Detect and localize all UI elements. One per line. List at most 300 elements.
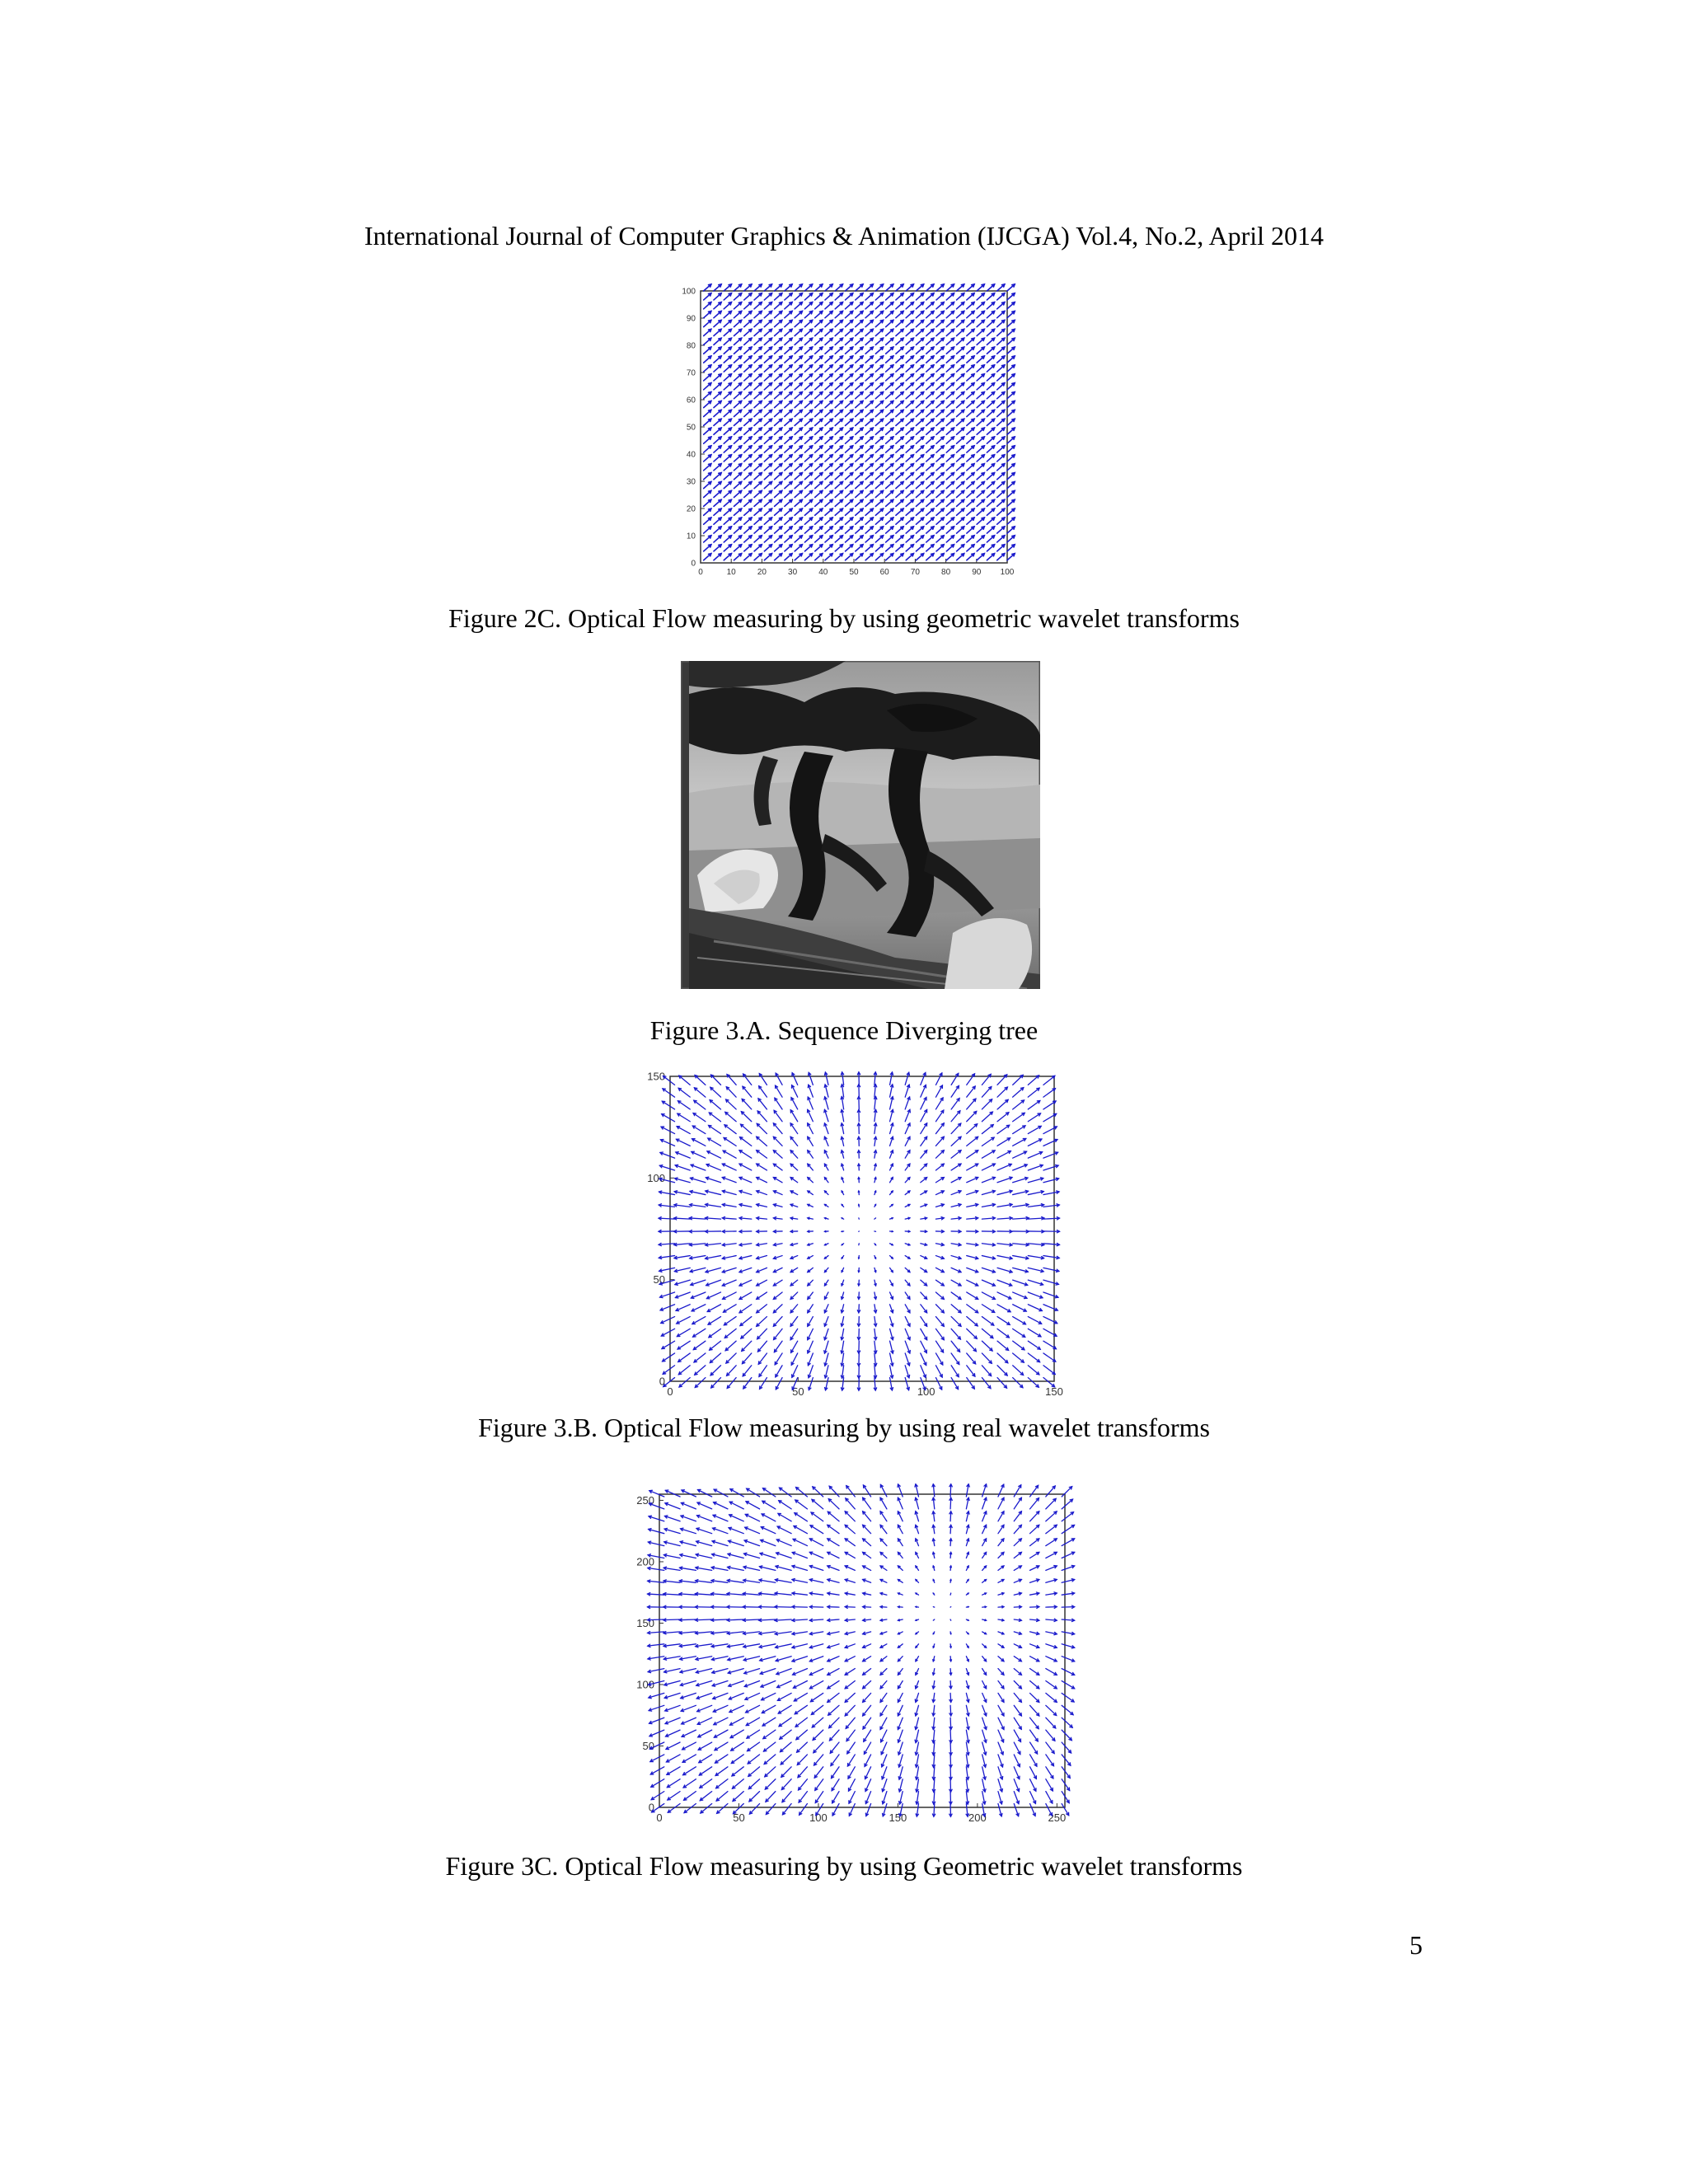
flow-vector <box>714 437 721 443</box>
flow-vector <box>1030 1485 1039 1497</box>
flow-vector <box>724 374 731 381</box>
flow-vector <box>946 284 954 291</box>
flow-vector <box>865 312 873 318</box>
flow-vector <box>734 428 742 434</box>
flow-vector <box>997 1125 1010 1133</box>
flow-vector <box>785 473 792 480</box>
flow-vector <box>946 392 954 399</box>
flow-vector <box>698 1490 712 1497</box>
flow-vector <box>793 1539 807 1545</box>
flow-vector <box>906 490 913 497</box>
flow-vector <box>762 1693 776 1699</box>
flow-vector <box>856 473 863 480</box>
flow-vector <box>739 1292 752 1299</box>
flow-vector <box>795 446 802 452</box>
flow-vector <box>724 1317 736 1325</box>
flow-vector <box>875 473 883 480</box>
flow-vector <box>856 320 863 326</box>
x-tick-label: 50 <box>733 1811 745 1824</box>
flow-vector <box>1046 1705 1057 1715</box>
flow-vector <box>946 428 954 434</box>
flow-vector <box>1030 1525 1039 1533</box>
flow-vector <box>977 464 984 471</box>
flow-vector <box>935 1098 943 1109</box>
flow-vector <box>1007 401 1015 407</box>
flow-vector <box>935 1110 943 1122</box>
flow-vector <box>846 320 853 326</box>
flow-vector <box>1007 365 1015 372</box>
flow-vector <box>694 1353 706 1362</box>
flow-vector <box>875 329 883 335</box>
flow-vector <box>967 410 974 416</box>
flow-vector <box>804 428 812 434</box>
flow-vector <box>846 545 853 551</box>
flow-vector <box>710 1087 721 1097</box>
flow-vector <box>825 490 832 497</box>
flow-vector <box>865 455 873 462</box>
y-tick-label: 50 <box>642 1740 654 1753</box>
flow-vector <box>724 536 731 542</box>
flow-vector <box>977 490 984 497</box>
flow-vector <box>804 284 812 291</box>
flow-vector <box>754 320 762 326</box>
flow-vector <box>997 1165 1011 1170</box>
flow-vector <box>1007 284 1015 291</box>
flow-vector-head <box>950 1580 951 1581</box>
flow-vector <box>825 347 832 354</box>
flow-vector <box>977 383 984 390</box>
flow-vector <box>804 401 812 407</box>
flow-vector <box>835 527 842 533</box>
flow-vector <box>874 1218 876 1219</box>
flow-vector-head <box>933 1593 934 1594</box>
flow-vector <box>1007 446 1015 452</box>
flow-vector <box>754 365 762 372</box>
flow-vector <box>785 464 792 471</box>
flow-vector <box>936 356 944 363</box>
flow-vector <box>846 499 853 506</box>
flow-vector <box>825 446 832 452</box>
flow-vector <box>815 356 823 363</box>
flow-vector <box>987 428 994 434</box>
flow-vector <box>906 509 913 515</box>
flow-vector <box>775 536 782 542</box>
flow-vector <box>760 1669 776 1674</box>
flow-vector <box>776 1669 791 1675</box>
flow-vector <box>790 1292 798 1299</box>
flow-vector <box>957 356 964 363</box>
flow-vector <box>804 437 812 443</box>
flow-vector <box>916 374 923 381</box>
flow-vector <box>1030 1681 1039 1689</box>
flow-vector <box>997 1317 1010 1325</box>
flow-vector <box>734 481 742 488</box>
flow-vector <box>804 536 812 542</box>
flow-vector <box>1028 1305 1042 1311</box>
flow-vector <box>967 437 974 443</box>
figure-3c-quiver-plot <box>622 1483 1084 1830</box>
flow-vector <box>865 356 873 363</box>
flow-vector <box>997 446 1005 452</box>
flow-vector <box>714 428 721 434</box>
flow-vector <box>875 312 883 318</box>
flow-vector <box>967 481 974 488</box>
flow-vector <box>967 338 974 344</box>
flow-vector <box>683 1779 696 1788</box>
flow-vector <box>792 1085 798 1097</box>
flow-vector <box>916 284 923 291</box>
flow-vector <box>725 1341 736 1351</box>
flow-vector <box>880 1497 887 1509</box>
flow-vector <box>785 383 792 390</box>
flow-vector <box>957 410 964 416</box>
flow-vector <box>724 518 731 524</box>
flow-vector <box>987 338 994 344</box>
flow-vector <box>744 329 752 335</box>
flow-vector <box>740 1317 752 1326</box>
flow-vector <box>729 1502 743 1509</box>
flow-vector <box>785 302 792 309</box>
flow-vector <box>758 1099 767 1109</box>
flow-vector <box>811 1705 823 1714</box>
flow-vector <box>997 356 1005 363</box>
flow-vector <box>757 1292 767 1299</box>
flow-vector <box>926 545 934 551</box>
flow-vector <box>916 527 923 533</box>
flow-vector <box>1030 1511 1039 1521</box>
flow-vector <box>744 446 752 452</box>
flow-vector <box>967 518 974 524</box>
flow-vector <box>714 329 721 335</box>
flow-vector <box>926 338 934 344</box>
flow-vector <box>987 509 994 515</box>
flow-vector <box>799 1804 808 1816</box>
flow-vector <box>744 490 752 497</box>
flow-vector <box>815 490 823 497</box>
flow-vector <box>1028 1378 1039 1388</box>
flow-vector <box>682 1490 696 1497</box>
flow-vector <box>987 329 994 335</box>
flow-vector <box>744 473 752 480</box>
flow-vector <box>734 527 742 533</box>
flow-vector <box>649 1730 664 1736</box>
flow-vector <box>865 365 873 372</box>
flow-vector <box>697 1705 712 1711</box>
flow-vector <box>714 481 721 488</box>
flow-vector <box>1030 1755 1037 1766</box>
flow-vector <box>967 356 974 363</box>
flow-vector <box>825 392 832 399</box>
flow-vector <box>906 338 913 344</box>
flow-vector <box>704 437 711 443</box>
flow-vector <box>828 1539 839 1546</box>
flow-vector <box>660 1152 675 1158</box>
flow-vector <box>775 499 782 506</box>
flow-vector <box>764 499 771 506</box>
flow-vector <box>773 1317 782 1327</box>
flow-vector <box>845 1693 855 1702</box>
flow-vector <box>815 312 823 318</box>
flow-vector <box>665 1718 680 1723</box>
flow-vector <box>1007 509 1015 515</box>
flow-vector <box>782 1792 791 1802</box>
flow-vector <box>734 554 742 560</box>
flow-vector <box>744 401 752 407</box>
flow-vector <box>864 1742 870 1754</box>
flow-vector <box>734 401 742 407</box>
flow-vector <box>906 329 913 335</box>
flow-vector <box>951 1292 961 1299</box>
flow-vector <box>745 1693 760 1699</box>
flow-vector <box>865 1755 871 1767</box>
flow-vector <box>815 1792 823 1803</box>
flow-vector <box>1046 1718 1056 1728</box>
flow-vector <box>677 1329 690 1336</box>
flow-vector <box>727 1619 743 1620</box>
flow-vector <box>754 419 762 425</box>
flow-vector <box>747 1488 760 1497</box>
flow-vector <box>746 1502 760 1509</box>
flow-vector <box>835 428 842 434</box>
flow-vector <box>825 518 832 524</box>
flow-vector <box>790 1317 798 1327</box>
flow-vector-head <box>875 1244 876 1245</box>
flow-vector <box>704 410 711 416</box>
flow-vector <box>667 1779 680 1788</box>
flow-vector <box>946 302 954 309</box>
flow-vector <box>997 1138 1010 1146</box>
flow-vector <box>825 554 832 560</box>
flow-vector <box>967 329 974 335</box>
flow-vector <box>754 356 762 363</box>
flow-vector <box>916 545 923 551</box>
flow-vector <box>863 1681 871 1689</box>
flow-vector <box>724 293 731 300</box>
flow-vector <box>951 1151 961 1158</box>
flow-vector <box>781 1779 791 1790</box>
flow-vector <box>896 293 903 300</box>
flow-vector <box>744 320 752 326</box>
flow-vector <box>744 499 752 506</box>
flow-vector <box>977 527 984 533</box>
flow-vector <box>663 1594 680 1595</box>
flow-vector <box>825 374 832 381</box>
flow-vector <box>1007 356 1015 363</box>
flow-vector <box>795 392 802 399</box>
flow-vector <box>835 481 842 488</box>
flow-vector <box>744 302 752 309</box>
flow-vector <box>997 401 1005 407</box>
flow-vector <box>916 473 923 480</box>
flow-vector <box>754 329 762 335</box>
flow-vector <box>1062 1525 1074 1533</box>
flow-vector <box>782 1804 791 1815</box>
flow-vector <box>856 419 863 425</box>
flow-vector <box>704 536 711 542</box>
flow-vector <box>1028 1341 1040 1349</box>
flow-vector <box>795 1500 808 1509</box>
flow-vector <box>946 320 954 326</box>
flow-vector <box>967 347 974 354</box>
flow-vector <box>977 401 984 407</box>
flow-vector <box>774 1341 782 1352</box>
flow-vector <box>906 302 913 309</box>
flow-vector <box>835 490 842 497</box>
flow-vector <box>763 1730 776 1739</box>
flow-vector <box>832 1804 839 1816</box>
flow-vector <box>967 1341 977 1351</box>
flow-vector <box>704 554 711 560</box>
flow-vector <box>957 481 964 488</box>
flow-vector <box>896 401 903 407</box>
flow-vector <box>1013 1088 1024 1098</box>
flow-vector <box>1062 1681 1074 1689</box>
flow-vector <box>946 365 954 372</box>
flow-vector <box>775 347 782 354</box>
flow-vector <box>1013 1366 1024 1376</box>
flow-vector <box>754 455 762 462</box>
flow-vector <box>815 329 823 335</box>
flow-vector <box>936 365 944 372</box>
flow-vector <box>757 1164 767 1170</box>
flow-vector <box>795 1513 808 1521</box>
flow-vector <box>926 401 934 407</box>
flow-vector <box>865 518 873 524</box>
flow-vector <box>804 347 812 354</box>
flow-vector <box>906 284 913 291</box>
flow-vector <box>754 536 762 542</box>
flow-vector <box>815 410 823 416</box>
flow-vector <box>795 401 802 407</box>
flow-vector <box>714 347 721 354</box>
flow-vector <box>875 383 883 390</box>
flow-vector <box>734 446 742 452</box>
flow-vector <box>863 1525 871 1533</box>
flow-vector <box>886 383 893 390</box>
flow-vector <box>846 518 853 524</box>
flow-vector <box>743 1353 752 1364</box>
flow-vector <box>734 338 742 344</box>
flow-vector <box>950 1730 951 1743</box>
flow-vector <box>1014 1511 1021 1521</box>
y-tick-label: 200 <box>636 1555 654 1568</box>
flow-vector <box>775 329 782 335</box>
flow-vector <box>987 554 994 560</box>
flow-vector <box>711 1378 721 1388</box>
flow-vector-head <box>916 1593 917 1594</box>
flow-vector <box>935 1164 944 1170</box>
flow-vector <box>1062 1499 1072 1509</box>
flow-vector <box>714 499 721 506</box>
flow-vector <box>982 1280 995 1286</box>
flow-vector <box>764 320 771 326</box>
flow-vector <box>830 1742 839 1753</box>
flow-vector <box>764 536 771 542</box>
flow-vector <box>704 356 711 363</box>
flow-vector <box>865 509 873 515</box>
flow-vector <box>846 536 853 542</box>
flow-vector <box>714 401 721 407</box>
flow-vector <box>896 455 903 462</box>
flow-vector <box>758 1353 767 1364</box>
flow-vector <box>683 1767 696 1775</box>
flow-vector <box>936 527 944 533</box>
flow-vector <box>795 320 802 326</box>
flow-vector <box>977 536 984 542</box>
flow-vector <box>804 302 812 309</box>
flow-vector <box>1030 1718 1039 1728</box>
flow-vector <box>946 455 954 462</box>
flow-vector <box>886 499 893 506</box>
flow-vector <box>1014 1497 1021 1509</box>
flow-vector <box>796 1730 808 1740</box>
flow-vector <box>936 293 944 300</box>
flow-vector <box>795 365 802 372</box>
flow-vector <box>896 499 903 506</box>
flow-vector <box>951 1317 961 1327</box>
flow-vector <box>684 1804 696 1813</box>
flow-vector <box>661 1127 674 1133</box>
x-tick-label: 0 <box>656 1811 663 1824</box>
flow-vector <box>828 1511 839 1521</box>
flow-vector <box>689 1218 706 1219</box>
flow-vector <box>880 1718 887 1729</box>
flow-vector <box>785 329 792 335</box>
flow-vector <box>1028 1101 1039 1109</box>
flow-vector <box>856 437 863 443</box>
flow-vector <box>1007 374 1015 381</box>
flow-vector <box>825 509 832 515</box>
flow-vector <box>804 554 812 560</box>
flow-vector <box>743 1086 752 1097</box>
flow-vector <box>846 365 853 372</box>
flow-vector <box>785 437 792 443</box>
flow-vector <box>710 1100 720 1109</box>
flow-vector <box>921 1317 927 1327</box>
flow-vector <box>896 554 903 560</box>
flow-vector <box>835 509 842 515</box>
flow-vector <box>754 338 762 344</box>
flow-vector <box>1013 1126 1025 1134</box>
flow-vector <box>764 1755 776 1765</box>
flow-vector <box>825 338 832 344</box>
flow-vector <box>815 392 823 399</box>
flow-vector <box>1007 347 1015 354</box>
flow-vector <box>957 509 964 515</box>
flow-vector <box>804 320 812 326</box>
flow-vector <box>815 455 823 462</box>
flow-vector <box>678 1366 690 1375</box>
y-tick-label: 100 <box>636 1678 654 1691</box>
flow-vector <box>815 437 823 443</box>
flow-vector <box>896 392 903 399</box>
flow-vector <box>967 554 974 560</box>
flow-vector <box>935 1341 943 1352</box>
flow-vector <box>835 338 842 344</box>
flow-vector <box>982 1317 993 1326</box>
flow-vector <box>762 1501 776 1509</box>
flow-vector <box>731 1755 743 1764</box>
flow-vector <box>987 365 994 372</box>
figure-3b-caption: Figure 3.B. Optical Flow measuring by using real wavelet transforms <box>478 1413 1210 1442</box>
flow-vector <box>936 392 944 399</box>
flow-vector <box>666 1730 681 1736</box>
x-tick-label: 10 <box>726 568 736 577</box>
flow-vector <box>997 365 1005 372</box>
flow-vector <box>865 473 873 480</box>
x-tick-label: 150 <box>889 1811 907 1824</box>
flow-vector <box>982 1366 991 1376</box>
